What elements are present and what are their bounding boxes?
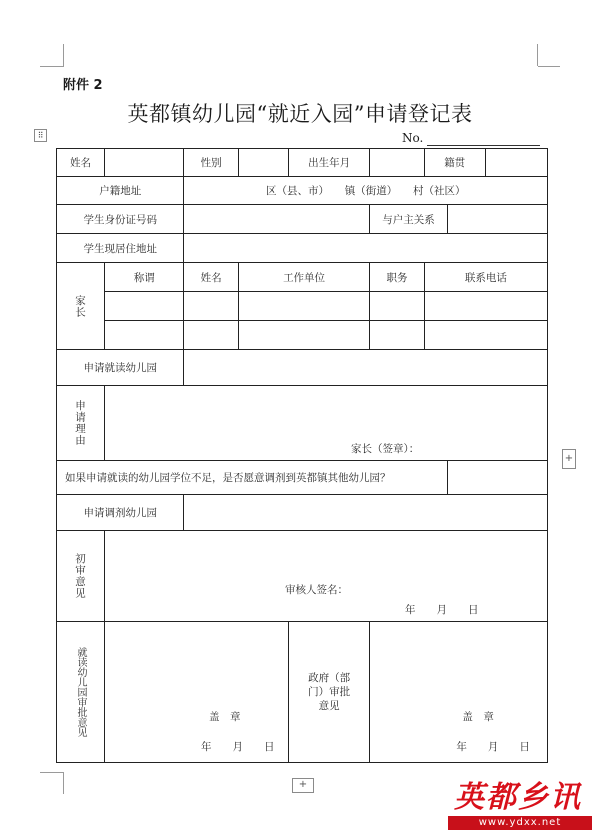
apply-kindergarten-label: 申请就读幼儿园: [57, 350, 184, 386]
name-label: 姓名: [57, 149, 105, 177]
form-number-label: No.: [402, 131, 424, 145]
id-number-field[interactable]: [184, 205, 370, 234]
parent-employer-field[interactable]: [238, 321, 370, 350]
gov-approval-date: 年 月 日: [456, 741, 530, 753]
crop-mark-top-left: [40, 66, 64, 67]
parent-position-field[interactable]: [370, 292, 424, 321]
parent-header-name: 姓名: [184, 263, 238, 292]
parent-position-field[interactable]: [370, 321, 424, 350]
kindergarten-approval-field[interactable]: [105, 622, 289, 763]
crop-mark-bottom-left: [63, 772, 64, 794]
add-row-icon[interactable]: +: [292, 778, 314, 793]
birth-label: 出生年月: [288, 149, 369, 177]
relation-field[interactable]: [447, 205, 547, 234]
relation-label: 与户主关系: [370, 205, 447, 234]
form-number-field[interactable]: [427, 145, 540, 146]
birth-field[interactable]: [370, 149, 424, 177]
parent-sign-label: 家长（签章）：: [351, 443, 420, 455]
parent-header-title: 称谓: [105, 263, 184, 292]
adjust-kindergarten-label: 申请调剂幼儿园: [57, 495, 184, 531]
parent-title-field[interactable]: [105, 321, 184, 350]
parent-name-field[interactable]: [184, 292, 238, 321]
parent-header-phone: 联系电话: [424, 263, 547, 292]
id-number-label: 学生身份证号码: [57, 205, 184, 234]
adjust-question: 如果申请就读的幼儿园学位不足，是否愿意调剂到英都镇其他幼儿园？: [57, 461, 448, 495]
reason-field[interactable]: [105, 386, 548, 461]
crop-mark-top-right: [537, 44, 538, 66]
parent-phone-field[interactable]: [424, 292, 547, 321]
parent-employer-field[interactable]: [238, 292, 370, 321]
parent-title-field[interactable]: [105, 292, 184, 321]
gov-approval-label: 政府（部门）审批意见: [288, 622, 369, 763]
add-row-icon[interactable]: +: [562, 449, 576, 469]
crop-mark-bottom-left: [40, 772, 64, 773]
move-handle-icon[interactable]: ⠿: [34, 129, 47, 142]
site-watermark: [448, 772, 596, 832]
gov-approval-field[interactable]: [370, 622, 548, 763]
initial-review-label: 初审意见: [57, 531, 105, 622]
gender-label: 性别: [184, 149, 238, 177]
current-address-field[interactable]: [184, 234, 548, 263]
reviewer-sign-label: 审核人签名：: [285, 584, 349, 596]
watermark-brand: 英都乡讯: [454, 780, 582, 815]
native-label: 籍贯: [425, 149, 486, 176]
kindergarten-approval-label: 就读幼儿园审批意见: [57, 622, 105, 763]
review-date: 年 月 日: [405, 604, 479, 616]
parent-label: 家长: [57, 263, 105, 350]
parent-header-employer: 工作单位: [238, 263, 370, 292]
household-label: 户籍地址: [57, 177, 184, 205]
current-address-label: 学生现居住地址: [57, 234, 184, 263]
parent-header-position: 职务: [370, 263, 424, 292]
reason-label: 申请理由: [57, 386, 105, 461]
parent-name-field[interactable]: [184, 321, 238, 350]
household-field[interactable]: 区（县、市） 镇（街道） 村（社区）: [184, 177, 548, 205]
gender-field[interactable]: [238, 149, 288, 177]
initial-review-field[interactable]: [105, 531, 548, 622]
native-field[interactable]: [486, 149, 547, 176]
gov-seal: 盖 章: [462, 711, 494, 723]
apply-kindergarten-field[interactable]: [184, 350, 548, 386]
adjust-answer-field[interactable]: [447, 461, 547, 495]
watermark-url: www.ydxx.net: [478, 817, 562, 828]
kindergarten-seal: 盖 章: [209, 711, 241, 723]
crop-mark-top-right: [538, 66, 560, 67]
adjust-kindergarten-field[interactable]: [184, 495, 548, 531]
name-field[interactable]: [105, 149, 184, 177]
form-title: 英都镇幼儿园“就近入园”申请登记表: [127, 102, 473, 126]
attachment-label: 附件 2: [63, 78, 103, 93]
parent-phone-field[interactable]: [424, 321, 547, 350]
application-form-table: [56, 148, 548, 763]
crop-mark-top-left: [63, 44, 64, 66]
kindergarten-approval-date: 年 月 日: [201, 741, 275, 753]
